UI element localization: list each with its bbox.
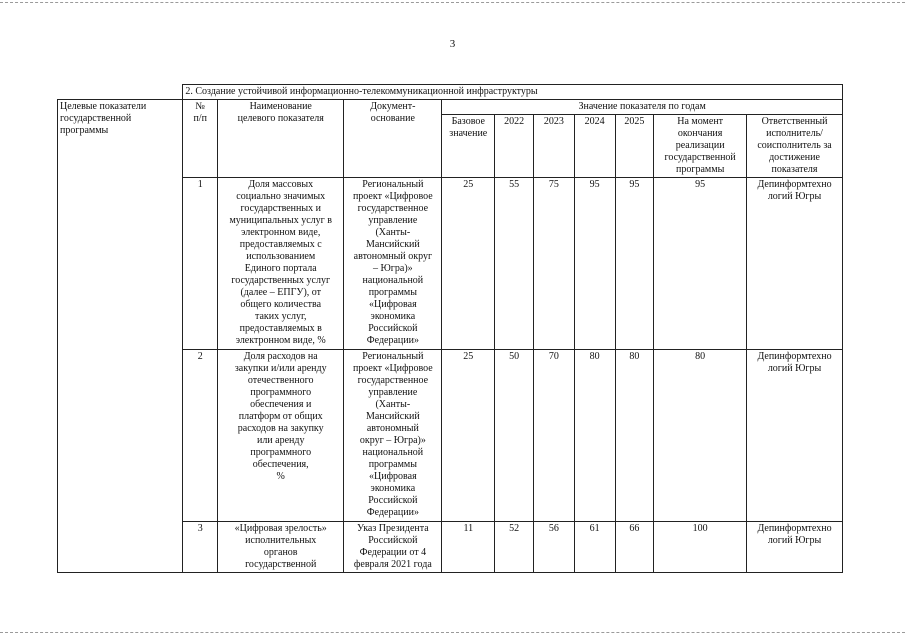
row-num: 2 — [183, 350, 218, 522]
row-value-2023: 56 — [534, 522, 575, 573]
row-base-value: 11 — [442, 522, 495, 573]
row-value-end: 100 — [654, 522, 747, 573]
responsible-header: Ответственный исполнитель/ соисполнитель за достижение показателя — [747, 115, 843, 178]
empty-corner-cell — [58, 85, 183, 100]
target-indicators-header: Целевые показатели государственной программы — [58, 100, 183, 573]
row-responsible: Депинформтехно логий Югры — [747, 350, 843, 522]
row-base-value: 25 — [442, 350, 495, 522]
page-number: 3 — [449, 38, 456, 50]
num-header: № п/п — [183, 100, 218, 178]
name-header: Наименование целевого показателя — [218, 100, 344, 178]
row-value-2023: 70 — [534, 350, 575, 522]
row-value-end: 95 — [654, 178, 747, 350]
row-indicator-name: Доля массовых социально значимых государственных и муниципальных услуг в электронном виде, предоставляемых с использованием Единого портала государственных услуг (далее – ЕПГУ), от общего количества таких услуг, предоставляемых в электронном виде, % — [218, 178, 344, 350]
row-base-value: 25 — [442, 178, 495, 350]
section-row — [58, 85, 843, 100]
row-responsible: Депинформтехно логий Югры — [747, 522, 843, 573]
scan-bottom-edge — [0, 632, 905, 633]
row-value-2025: 80 — [615, 350, 654, 522]
row-value-2022: 52 — [495, 522, 534, 573]
end-of-program-header: На момент окончания реализации государственной программы — [654, 115, 747, 178]
row-num: 3 — [183, 522, 218, 573]
year-2022-header: 2022 — [495, 115, 534, 178]
row-indicator-name: «Цифровая зрелость» исполнительных органов государственной — [218, 522, 344, 573]
row-value-2025: 95 — [615, 178, 654, 350]
year-2024-header: 2024 — [574, 115, 615, 178]
row-value-2025: 66 — [615, 522, 654, 573]
values-by-year-header: Значение показателя по годам — [442, 100, 843, 115]
row-document: Региональный проект «Цифровое государственное управление (Ханты- Мансийский автономный округ – Югра)» национальной программы «Цифровая экономика Российской Федерации» — [344, 178, 442, 350]
row-value-2023: 75 — [534, 178, 575, 350]
row-value-2024: 80 — [574, 350, 615, 522]
row-value-end: 80 — [654, 350, 747, 522]
year-2025-header: 2025 — [615, 115, 654, 178]
header-row-1 — [58, 100, 843, 115]
base-value-header: Базовое значение — [442, 115, 495, 178]
row-value-2022: 50 — [495, 350, 534, 522]
scan-top-edge — [0, 2, 905, 3]
row-document: Указ Президента Российской Федерации от 4 февраля 2021 года — [344, 522, 442, 573]
row-document: Региональный проект «Цифровое государственное управление (Ханты- Мансийский автономный округ – Югра)» национальной программы «Цифровая экономика Российской Федерации» — [344, 350, 442, 522]
row-value-2024: 95 — [574, 178, 615, 350]
row-responsible: Депинформтехно логий Югры — [747, 178, 843, 350]
row-value-2022: 55 — [495, 178, 534, 350]
indicators-table — [57, 84, 843, 573]
row-value-2024: 61 — [574, 522, 615, 573]
row-num: 1 — [183, 178, 218, 350]
doc-header: Документ- основание — [344, 100, 442, 178]
section-title: 2. Создание устойчивой информационно-телекоммуникационной инфраструктуры — [183, 85, 843, 100]
year-2023-header: 2023 — [534, 115, 575, 178]
row-indicator-name: Доля расходов на закупки и/или аренду отечественного программного обеспечения и платформ от общих расходов на закупку или аренду программного обеспечения, % — [218, 350, 344, 522]
